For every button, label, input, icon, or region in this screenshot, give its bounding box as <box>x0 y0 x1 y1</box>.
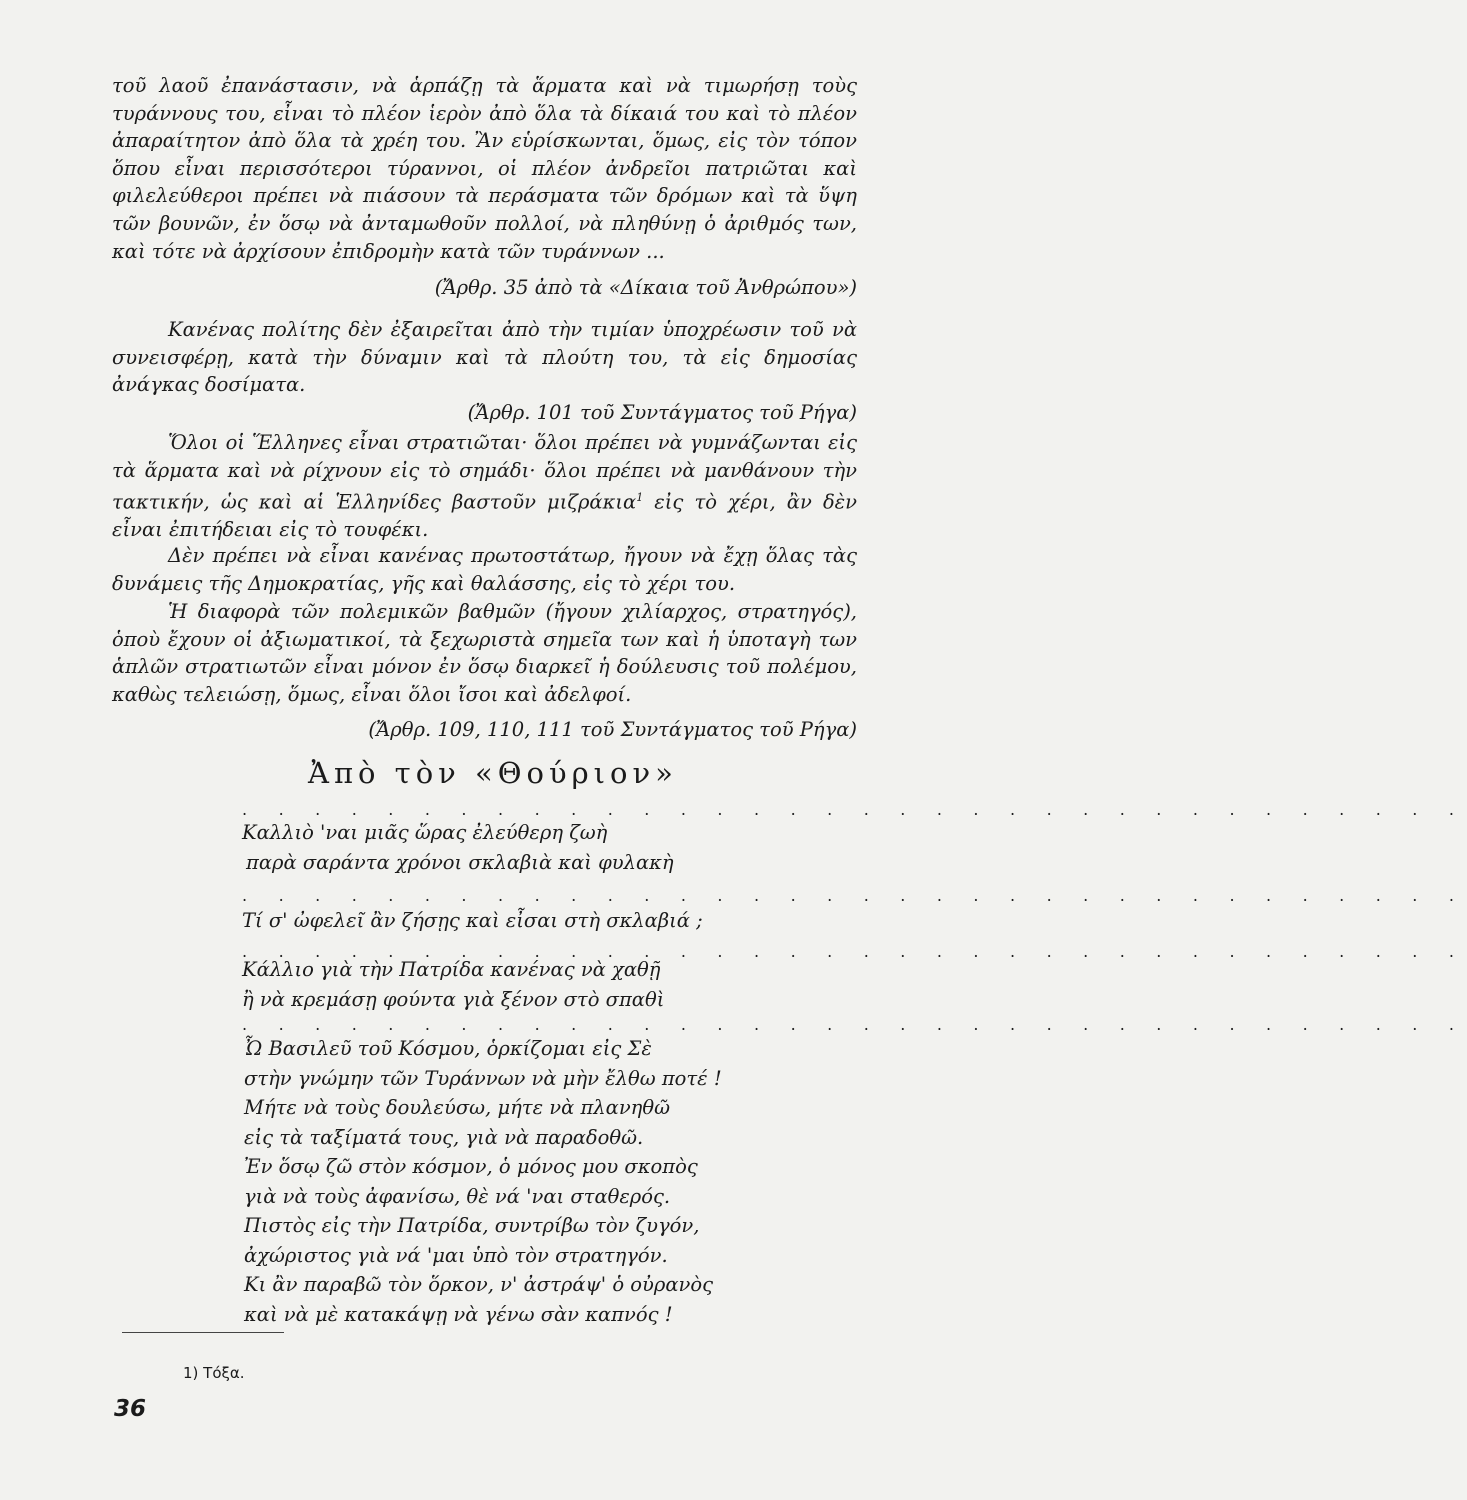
paragraph-no-dictator: Δὲν πρέπει νὰ εἶναι κανένας πρωτοστάτωρ, ἤγουν νὰ ἔχῃ ὅλας τὰς δυνάμεις τῆς Δημοκρατίας, γῆς καὶ θαλάσσης, εἰς τὸ χέρι του. <box>112 544 857 595</box>
verse-stanza-3 <box>242 955 664 1014</box>
paragraph-rights-article-35: τοῦ λαοῦ ἐπανάστασιν, νὰ ἁρπάζῃ τὰ ἅρματα καὶ νὰ τιμωρήσῃ τοὺς τυράννους του, εἶναι τὸ πλέον ἱερὸν ἀπὸ ὅλα τὰ δίκαιά του καὶ τὸ πλέον ἀπαραίτητον ἀπὸ ὅλα τὰ χρέη του. Ἂν εὑρίσκωνται, ὅμως, εἰς τὸν τόπον ὅπου εἶναι περισσότεροι τύραννοι, οἱ πλέον ἀνδρεῖοι πατριῶται καὶ φιλελεύθεροι πρέπει νὰ πιάσουν τὰ περάσματα τῶν δρόμων καὶ τὰ ὕψη τῶν βουνῶν, ἐν ὅσῳ νὰ ἀνταμωθοῦν πολλοί, νὰ πληθύνῃ ὁ ἀριθμός των, καὶ τότε νὰ ἀρχίσουν ἐπιδρομὴν κατὰ τῶν τυράννων ... <box>112 74 857 263</box>
verse-line: καὶ νὰ μὲ κατακάψῃ νὰ γένω σὰν καπνός ! <box>244 1302 673 1326</box>
verse-line: Κι ἂν παραβῶ τὸν ὅρκον, ν' ἀστράψ' ὁ οὐρανὸς <box>244 1273 714 1296</box>
ellipsis-row: . . . . . . . . . . . . . . . . . . . . . . . . . . . . . . . . . . <box>242 886 1467 905</box>
verse-line: Τί σ' ὠφελεῖ ἂν ζήσῃς καὶ εἶσαι στὴ σκλαβιά ; <box>242 909 703 932</box>
verse-line: ἀχώριστος γιὰ νά 'μαι ὑπὸ τὸν στρατηγόν. <box>244 1243 668 1267</box>
footnote-marker: 1 <box>636 491 644 505</box>
verse-line: στὴν γνώμην τῶν Τυράννων νὰ μὴν ἔλθω ποτέ ! <box>244 1066 722 1090</box>
verse-stanza-2 <box>242 906 703 936</box>
verse-line: Καλλιὸ 'ναι μιᾶς ὥρας ἐλεύθερη ζωὴ <box>242 821 608 844</box>
verse-line: Ὦ Βασιλεῦ τοῦ Κόσμου, ὁρκίζομαι εἰς Σὲ <box>244 1037 652 1060</box>
footnote-divider <box>122 1332 284 1333</box>
ellipsis-row: . . . . . . . . . . . . . . . . . . . . . . . . . . . . . . . . . . <box>242 800 1467 819</box>
ellipsis-row: . . . . . . . . . . . . . . . . . . . . . . . . . . . . . . . . . . <box>242 942 1467 961</box>
verse-line: εἰς τὰ ταξίματά τους, γιὰ νὰ παραδοθῶ. <box>244 1125 644 1149</box>
paragraph-soldiers-text-b: εἰς τὸ χέρι, ἂν δὲν εἶναι ἐπιτήδειαι εἰς τὸ τουφέκι. <box>112 490 857 542</box>
paragraph-soldiers <box>112 429 857 544</box>
verse-line: γιὰ νὰ τοὺς ἀφανίσω, θὲ νά 'ναι σταθερός. <box>244 1184 671 1208</box>
verse-stanza-oath <box>244 1034 722 1329</box>
citation-article-35: (Ἄρθρ. 35 ἀπὸ τὰ «Δίκαια τοῦ Ἀνθρώπου») <box>434 276 857 299</box>
verse-line: Μήτε νὰ τοὺς δουλεύσω, μήτε νὰ πλανηθῶ <box>244 1096 670 1119</box>
citation-article-101: (Ἄρθρ. 101 τοῦ Συντάγματος τοῦ Ρήγα) <box>467 401 857 424</box>
citation-articles-109-111: (Ἄρθρ. 109, 110, 111 τοῦ Συντάγματος τοῦ Ρήγα) <box>368 718 857 741</box>
verse-line: Ἐν ὅσῳ ζῶ στὸν κόσμον, ὁ μόνος μου σκοπὸς <box>244 1155 698 1178</box>
page-number: 36 <box>114 1396 147 1422</box>
footnote: 1) Τόξα. <box>183 1364 245 1382</box>
verse-line: Κάλλιο γιὰ τὴν Πατρίδα κανένας νὰ χαθῇ <box>242 958 661 981</box>
paragraph-soldiers-text-a: Ὅλοι οἱ Ἕλληνες εἶναι στρατιῶται· ὅλοι πρέπει νὰ γυμνάζωνται εἰς τὰ ἅρματα καὶ νὰ ρίχνουν εἰς τὸ σημάδι· ὅλοι πρέπει νὰ μανθάνουν τὴν τακτικήν, ὡς καὶ αἱ Ἑλληνίδες βαστοῦν μιζράκια <box>112 431 857 514</box>
verse-line: παρὰ σαράντα χρόνοι σκλαβιὰ καὶ φυλακὴ <box>246 850 674 874</box>
section-title-thourios: Ἀπὸ τὸν «Θούριον» <box>308 756 678 790</box>
verse-line: ἢ νὰ κρεμάσῃ φούντα γιὰ ξένον στὸ σπαθὶ <box>242 987 665 1011</box>
ellipsis-row: . . . . . . . . . . . . . . . . . . . . . . . . . . . . . . . . . . <box>242 1015 1467 1034</box>
verse-line: Πιστὸς εἰς τὴν Πατρίδα, συντρίβω τὸν ζυγόν, <box>244 1214 700 1237</box>
paragraph-military-ranks: Ἡ διαφορὰ τῶν πολεμικῶν βαθμῶν (ἤγουν χιλίαρχος, στρατηγός), ὁποὺ ἔχουν οἱ ἀξιωματικοί, τὰ ξεχωριστὰ σημεῖα των καὶ ἡ ὑποταγὴ των ἁπλῶν στρατιωτῶν εἶναι μόνον ἐν ὅσῳ διαρκεῖ ἡ δούλευσις τοῦ πολέμου, καθὼς τελειώσῃ, ὅμως, εἶναι ὅλοι ἴσοι καὶ ἀδελφοί. <box>112 600 857 706</box>
paragraph-article-101: Κανένας πολίτης δὲν ἐξαιρεῖται ἀπὸ τὴν τιμίαν ὑποχρέωσιν τοῦ νὰ συνεισφέρῃ, κατὰ τὴν δύναμιν καὶ τὰ πλούτη του, τὰ εἰς δημοσίας ἀνάγκας δοσίματα. <box>112 318 857 397</box>
verse-stanza-1 <box>242 818 674 877</box>
